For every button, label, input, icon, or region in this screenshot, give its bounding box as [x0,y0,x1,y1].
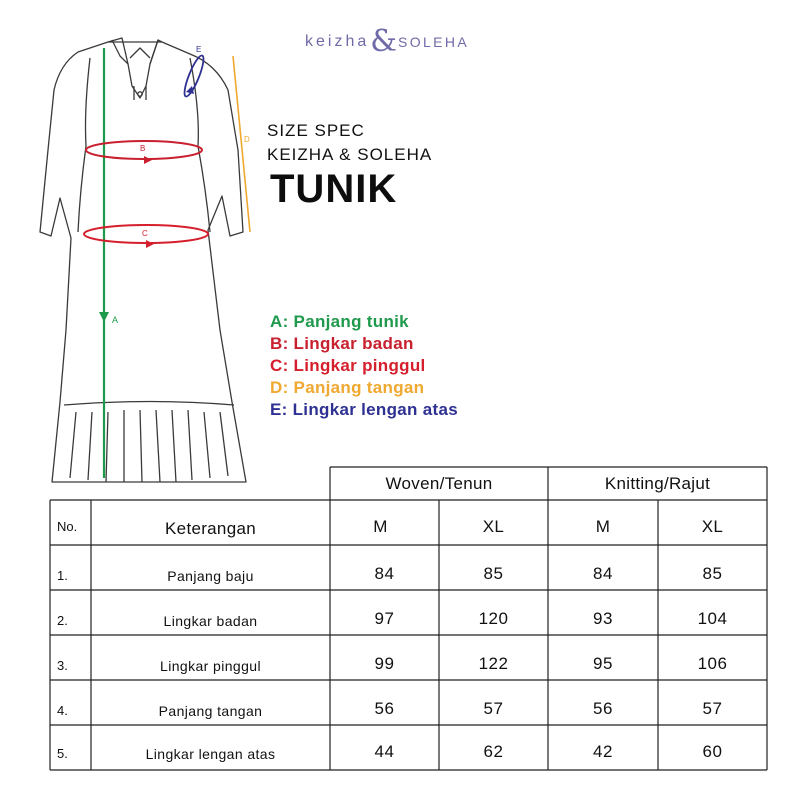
title-line-2: KEIZHA & SOLEHA [267,145,433,164]
row-3-woven-xl: 122 [478,653,509,673]
brand-logo [305,24,470,59]
row-3-label: Lingkar pinggul [160,657,261,674]
row-1-woven-m: 84 [374,563,395,583]
row-5-no: 5. [57,746,68,761]
row-2-woven-m: 97 [374,608,395,628]
col-header-keterangan: Keterangan [165,518,256,538]
row-5-woven-m: 44 [374,741,395,761]
measure-e-label: E [196,45,202,54]
row-3-knit-xl: 106 [697,653,728,673]
row-2-knit-xl: 104 [697,608,728,628]
brand-name-right: SOLEHA [397,34,470,50]
row-1-knit-m: 84 [593,563,613,583]
legend-d: D: Panjang tangan [270,378,425,397]
col-header-no: No. [57,519,78,534]
row-4-woven-xl: 57 [483,698,504,718]
brand-ampersand: & [370,24,397,59]
row-5-knit-m: 42 [593,741,613,761]
row-3-no: 3. [57,658,68,673]
row-3-woven-m: 99 [374,653,395,673]
measure-b-label: B [140,144,146,153]
row-4-no: 4. [57,703,68,718]
measure-d-label: D [244,135,250,144]
product-title: TUNIK [270,167,398,211]
brand-name-left: keizha [305,33,370,50]
legend-a: A: Panjang tunik [270,312,409,331]
row-5-knit-xl: 60 [702,741,723,761]
row-5-woven-xl: 62 [483,741,504,761]
row-1-no: 1. [57,568,68,583]
row-2-knit-m: 93 [593,608,613,628]
measure-a-label: A [112,315,119,325]
row-2-no: 2. [57,613,68,628]
legend-c: C: Lingkar pinggul [270,356,426,375]
title-line-1: SIZE SPEC [267,121,365,140]
row-1-knit-xl: 85 [702,563,723,583]
row-2-woven-xl: 120 [478,608,509,628]
group-header-woven: Woven/Tenun [385,473,493,493]
measure-c-label: C [142,229,148,238]
row-1-label: Panjang baju [167,567,254,584]
row-3-knit-m: 95 [593,653,613,673]
group-header-knitting: Knitting/Rajut [604,473,711,493]
row-4-knit-xl: 57 [702,698,723,718]
tunic-diagram [0,0,270,490]
row-5-label: Lingkar lengan atas [145,745,276,762]
col-header-knit-xl: XL [701,516,724,536]
col-header-woven-m: M [373,516,388,536]
legend-b: B: Lingkar badan [270,334,414,353]
row-1-woven-xl: 85 [483,563,504,583]
row-2-label: Lingkar badan [163,612,258,629]
row-4-knit-m: 56 [593,698,613,718]
row-4-woven-m: 56 [374,698,395,718]
tunic-outline [40,38,246,482]
col-header-woven-xl: XL [482,516,505,536]
col-header-knit-m: M [595,516,611,536]
legend-e: E: Lingkar lengan atas [270,400,458,419]
row-4-label: Panjang tangan [158,702,263,719]
